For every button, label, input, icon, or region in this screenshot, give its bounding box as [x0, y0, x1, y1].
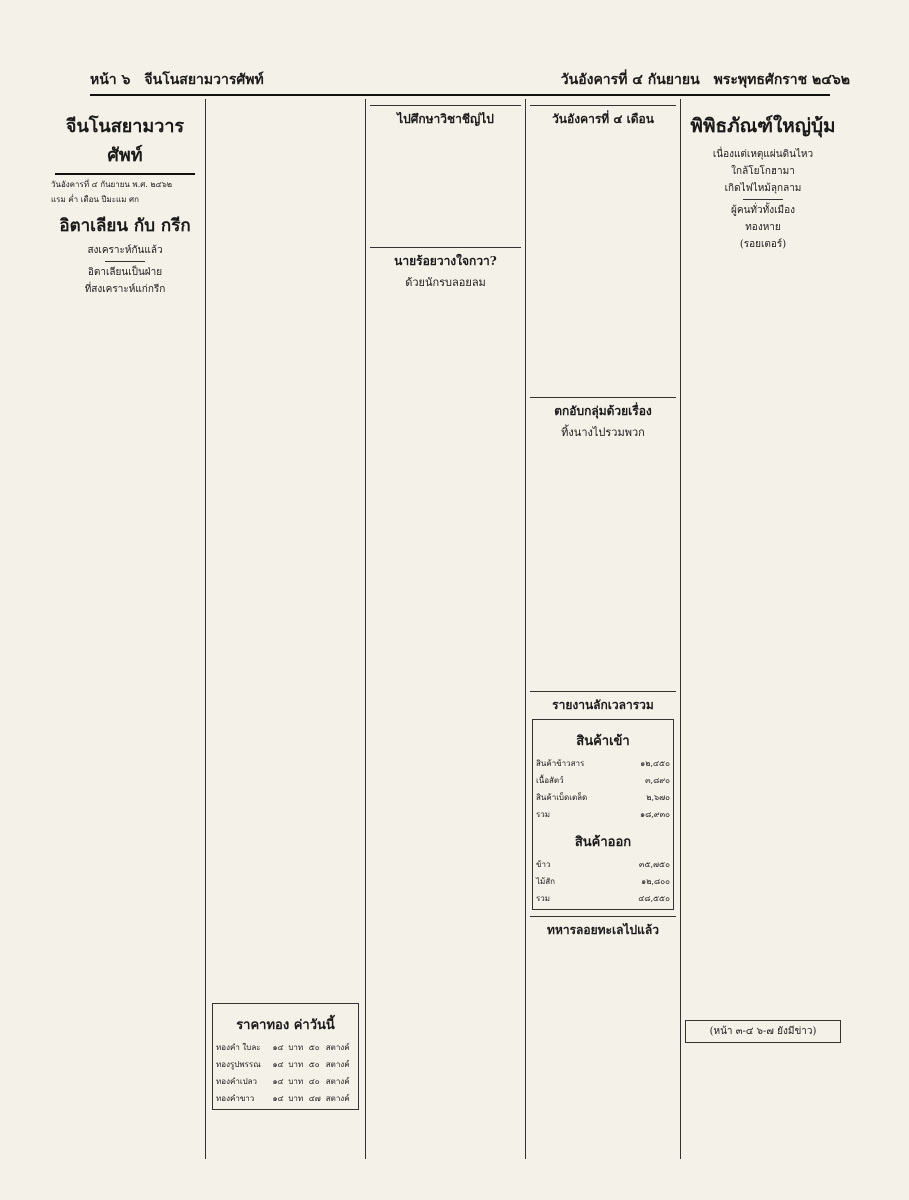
gold-price-cell: ๑๔: [272, 1077, 284, 1086]
article-source: (รอยเตอร์): [739, 239, 787, 250]
gold-price-cell: สตางค์: [325, 1077, 350, 1086]
imports-cell: ๑๘,๙๓๐: [639, 810, 670, 819]
exports-cell: ๔๘,๕๕๐: [638, 894, 670, 903]
article-body-area: [530, 445, 676, 685]
exports-cell: ๑๒,๘๐๐: [641, 877, 670, 886]
exports-row: [535, 873, 671, 890]
gold-price-cell: บาท: [288, 1060, 304, 1069]
article-subheading: ใกล้โยโกฮามา: [731, 166, 795, 177]
gold-price-cell: ๔๗: [308, 1094, 321, 1103]
article-subheading: เกิดไฟไหม้ลุกลาม: [724, 183, 802, 194]
exports-row: [535, 856, 671, 873]
column-1: [45, 99, 205, 1159]
article-subheading: สงเคราะห์กันแล้ว: [87, 245, 163, 256]
article-subheadline: ทิ้งนางไปรวมพวก: [561, 426, 645, 439]
imports-row: [535, 806, 671, 823]
gold-price-row: [215, 1056, 356, 1073]
imports-cell: ๓,๘๙๐: [645, 776, 670, 785]
masthead-rule: [55, 173, 195, 175]
imports-row: [535, 772, 671, 789]
header-rule: [90, 94, 830, 96]
imports-cell: สินค้าข้าวสาร: [536, 759, 585, 768]
article-headline: วันอังคารที่ ๔ เดือน: [530, 105, 676, 129]
gold-price-cell: บาท: [288, 1094, 304, 1103]
imports-cell: สินค้าเบ็ดเตล็ด: [536, 793, 588, 802]
divider: [743, 199, 783, 200]
article-subheading: ผู้คนทั่วทั้งเมือง: [731, 205, 795, 216]
imports-cell: ๒,๖๗๐: [646, 793, 670, 802]
gold-price-cell: ๑๔: [272, 1060, 284, 1069]
imports-row: [535, 755, 671, 772]
gold-price-cell: ๑๔: [272, 1043, 284, 1052]
exports-row: [535, 890, 671, 907]
article-headline: ทหารลอยทะเลไปแล้ว: [530, 916, 676, 940]
gold-price-cell: ทองคำ ใบละ: [216, 1043, 261, 1052]
gold-price-cell: ๕๐: [308, 1043, 320, 1052]
article-body-area: [210, 99, 361, 999]
gold-price-cell: สตางค์: [325, 1060, 350, 1069]
gold-price-cell: สตางค์: [325, 1094, 350, 1103]
newspaper-columns: [45, 99, 845, 1159]
gold-price-cell: ๕๐: [308, 1060, 320, 1069]
gold-price-title: ราคาทอง ค่าวันนี้: [236, 1018, 335, 1033]
article-body-area: [530, 131, 676, 391]
column-4: [525, 99, 680, 1159]
gold-price-box: [212, 1003, 359, 1110]
gold-price-table: [215, 1039, 356, 1107]
exports-cell: ข้าว: [536, 860, 551, 869]
article-body-area: [685, 254, 841, 1014]
exports-cell: ไม้สัก: [536, 877, 556, 886]
article-body-area: [370, 131, 521, 241]
page-number: หน้า ๖: [90, 72, 131, 88]
imports-cell: ๑๒,๔๕๐: [640, 759, 670, 768]
gold-price-cell: ๔๐: [308, 1077, 320, 1086]
imports-row: [535, 789, 671, 806]
header-paper-name: จีนโนสยามวารศัพท์: [144, 72, 264, 88]
header-date: วันอังคารที่ ๔ กันยายน: [560, 72, 700, 88]
masthead-lunar-date: แรม ค่ำ เดือน ปีมะแม ศก: [51, 195, 139, 204]
page-header: [70, 68, 850, 92]
gold-price-cell: บาท: [288, 1043, 304, 1052]
imports-cell: รวม: [536, 810, 551, 819]
article-subheading: อิตาเลียนเป็นฝ่าย: [87, 267, 163, 278]
exports-cell: รวม: [536, 894, 551, 903]
article-subheadline: นายร้อยวางใจกวา?: [370, 247, 521, 271]
gold-price-cell: ทองคำเปลว: [216, 1077, 258, 1086]
article-subheadline: ด้วยนักรบลอยลม: [405, 276, 486, 289]
article-headline: อิตาเลียน กับ กรีก: [59, 216, 191, 236]
exports-table: [535, 856, 671, 907]
divider: [105, 261, 145, 262]
column-3: [365, 99, 525, 1159]
imports-cell: เนื้อสัตว์: [536, 776, 564, 785]
article-subheading: เนื่องแต่เหตุแผ่นดินไหว: [712, 149, 814, 160]
column-5: [680, 99, 845, 1159]
article-subheading: ทองหาย: [745, 222, 781, 233]
continued-note: (หน้า ๓-๔ ๖-๗ ยังมีข่าว): [685, 1020, 841, 1043]
gold-price-cell: ทองคำขาว: [216, 1094, 255, 1103]
gold-price-row: [215, 1073, 356, 1090]
gold-price-cell: บาท: [288, 1077, 304, 1086]
article-subheadline: รายงานลักเวลารวม: [530, 691, 676, 715]
masthead-date: วันอังคารที่ ๔ กันยายน พ.ศ. ๒๔๖๒: [51, 180, 173, 189]
gold-price-cell: ๑๔: [272, 1094, 284, 1103]
article-headline: พิพิธภัณฑ์ใหญ่บุ้ม: [690, 115, 836, 137]
gold-price-row: [215, 1039, 356, 1056]
gold-price-cell: ทองรูปพรรณ: [216, 1060, 261, 1069]
article-subheading: ที่สงเคราะห์แก่กรีก: [84, 284, 166, 295]
header-year: พระพุทธศักราช ๒๔๖๒: [713, 72, 850, 88]
article-subheadline: ตกอับกลุ่มด้วยเรื่อง: [530, 397, 676, 421]
imports-title: สินค้าเข้า: [576, 734, 630, 749]
article-headline: ไปศึกษาวิชาชีญ่ไป: [370, 105, 521, 129]
gold-price-row: [215, 1090, 356, 1107]
column-2: [205, 99, 365, 1159]
imports-box: [532, 719, 674, 910]
gold-price-cell: สตางค์: [325, 1043, 350, 1052]
exports-title: สินค้าออก: [574, 835, 632, 850]
masthead: จีนโนสยามวารศัพท์: [65, 116, 185, 166]
exports-cell: ๓๕,๗๕๐: [638, 860, 670, 869]
imports-table: [535, 755, 671, 823]
